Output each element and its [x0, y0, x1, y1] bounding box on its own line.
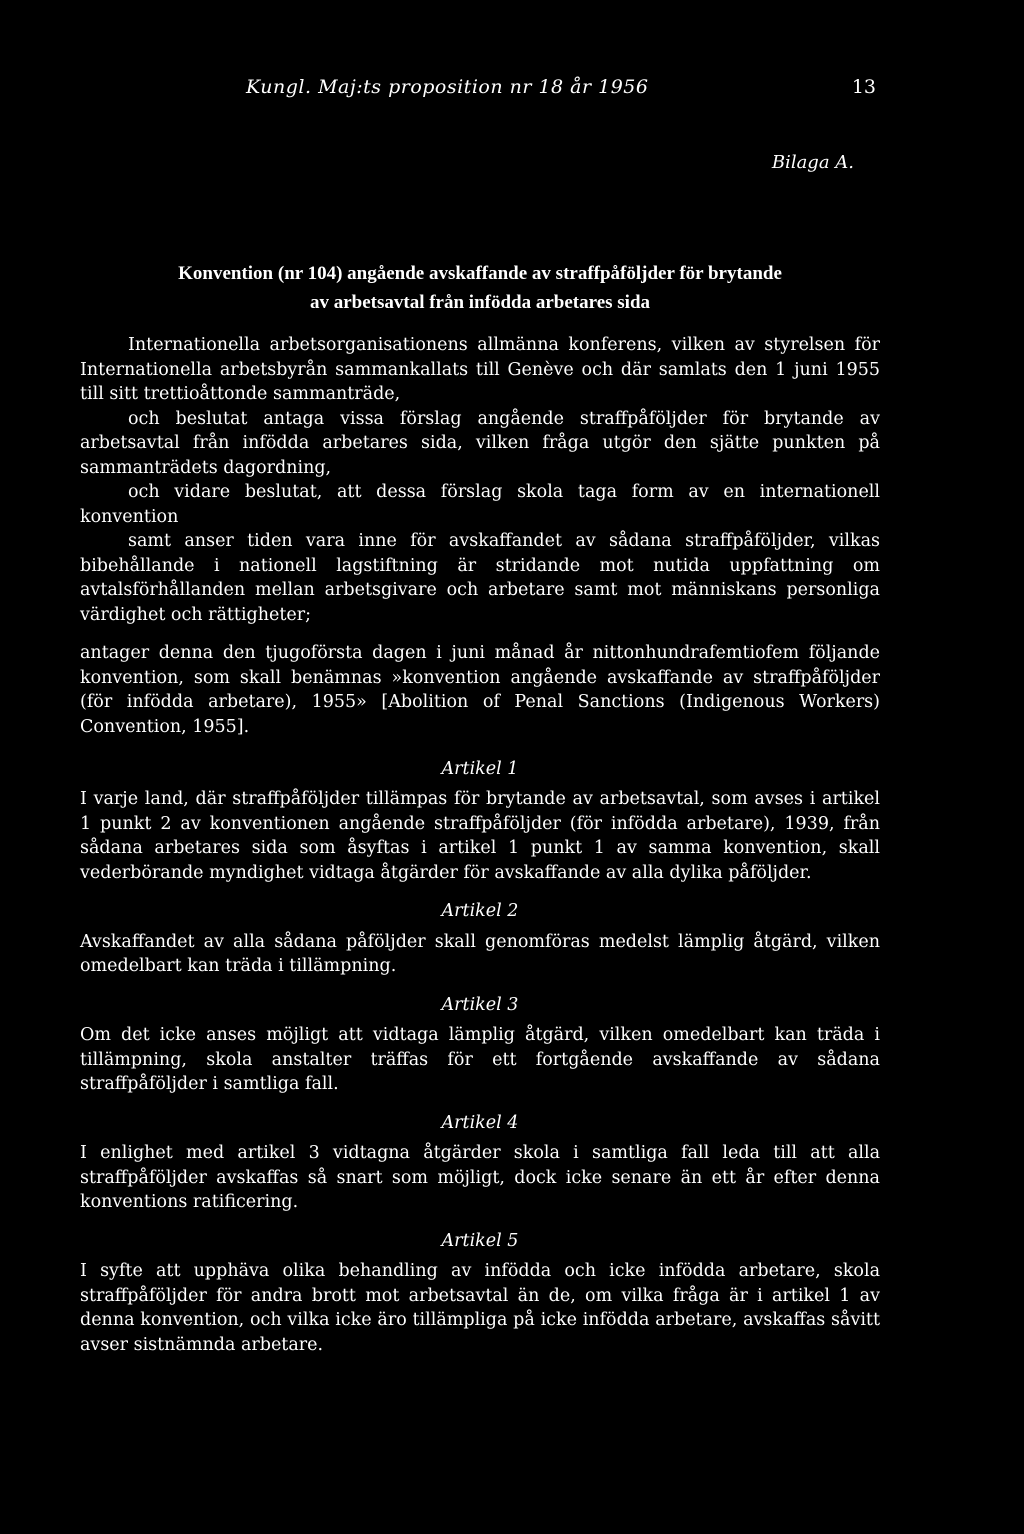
- article-4: [80, 1111, 880, 1215]
- title-line-1: Konvention (nr 104) angående avskaffande av straffpåföljder för brytande: [178, 263, 782, 284]
- article-5: [80, 1229, 880, 1358]
- article-text: I syfte att upphäva olika behandling av infödda och icke infödda arbetare, skola straffpåföljder för andra brott mot arbetsavtal än de, om vilka fråga är i artikel 1 av denna konvention, och vilka icke äro tillämpliga på icke infödda arbetare, avskaffas såvitt avser sistnämnda arbetare.: [80, 1261, 880, 1355]
- article-text: I varje land, där straffpåföljder tillämpas för brytande av arbetsavtal, som avses i artikel 1 punkt 2 av konventionen angående straffpåföljder (för infödda arbetare), 1939, från sådana arbetares sida som åsyftas i artikel 1 punkt 1 av samma konvention, skall vederbörande myndighet vidtaga åtgärder för avskaffande av alla dylika påföljder.: [80, 789, 880, 883]
- adoption-paragraph: antager denna den tjugoförsta dagen i juni månad år nittonhundrafemtiofem följande konvention, som skall benämnas »konvention angående avskaffande av straffpåföljder (för infödda arbetare), 1955» [Abolition of Penal Sanctions (Indigenous Workers) Convention, 1955].: [80, 643, 880, 737]
- recital-paragraph: Internationella arbetsorganisationens allmänna konferens, vilken av styrelsen för Internationella arbetsbyrån sammankallats till Genève och där samlats den 1 juni 1955 till sitt trettioåttonde sammanträde,: [80, 335, 880, 404]
- article-text: Om det icke anses möjligt att vidtaga lämplig åtgärd, vilken omedelbart kan träda i tillämpning, skola anstalter träffas för ett fortgående avskaffande av sådana straffpåföljder i samtliga fall.: [80, 1025, 880, 1094]
- article-text: Avskaffandet av alla sådana påföljder skall genomföras medelst lämplig åtgärd, vilken omedelbart kan träda i tillämpning.: [80, 931, 880, 976]
- article-3: [80, 993, 880, 1097]
- article-heading: Artikel 1: [441, 758, 519, 779]
- article-heading: Artikel 3: [441, 994, 519, 1015]
- article-heading: Artikel 4: [441, 1112, 519, 1133]
- running-title: Kungl. Maj:ts proposition nr 18 år 1956: [246, 76, 649, 98]
- appendix-label: Bilaga A.: [771, 152, 854, 173]
- article-2: [80, 899, 880, 979]
- article-heading: Artikel 2: [441, 901, 519, 921]
- page-number: 13: [851, 76, 876, 98]
- preamble: [80, 333, 880, 739]
- recital-paragraph: samt anser tiden vara inne för avskaffandet av sådana straffpåföljder, vilkas bibehållande i nationell lagstiftning är stridande mot nutida uppfattning om avtalsförhållanden mellan arbetsgivare och arbetare samt mot människans personliga värdighet och rättigheter;: [80, 531, 880, 625]
- articles: [80, 757, 880, 1358]
- recital-paragraph: och beslutat antaga vissa förslag angående straffpåföljder för brytande av arbetsavtal från infödda arbetares sida, vilken fråga utgör den sjätte punkten på sammanträdets dagordning,: [80, 408, 880, 478]
- convention-title: [80, 259, 880, 317]
- running-header: [80, 70, 880, 104]
- document-page: [80, 70, 880, 1357]
- article-text: I enlighet med artikel 3 vidtagna åtgärder skola i samtliga fall leda till att alla straffpåföljder avskaffas så snart som möjligt, dock icke senare än ett år efter denna konventions ratificering.: [80, 1143, 880, 1212]
- article-1: [80, 757, 880, 886]
- article-heading: Artikel 5: [441, 1230, 519, 1251]
- title-line-2: av arbetsavtal från infödda arbetares sida: [309, 292, 651, 313]
- recital-paragraph: och vidare beslutat, att dessa förslag skola taga form av en internationell konvention: [80, 482, 880, 527]
